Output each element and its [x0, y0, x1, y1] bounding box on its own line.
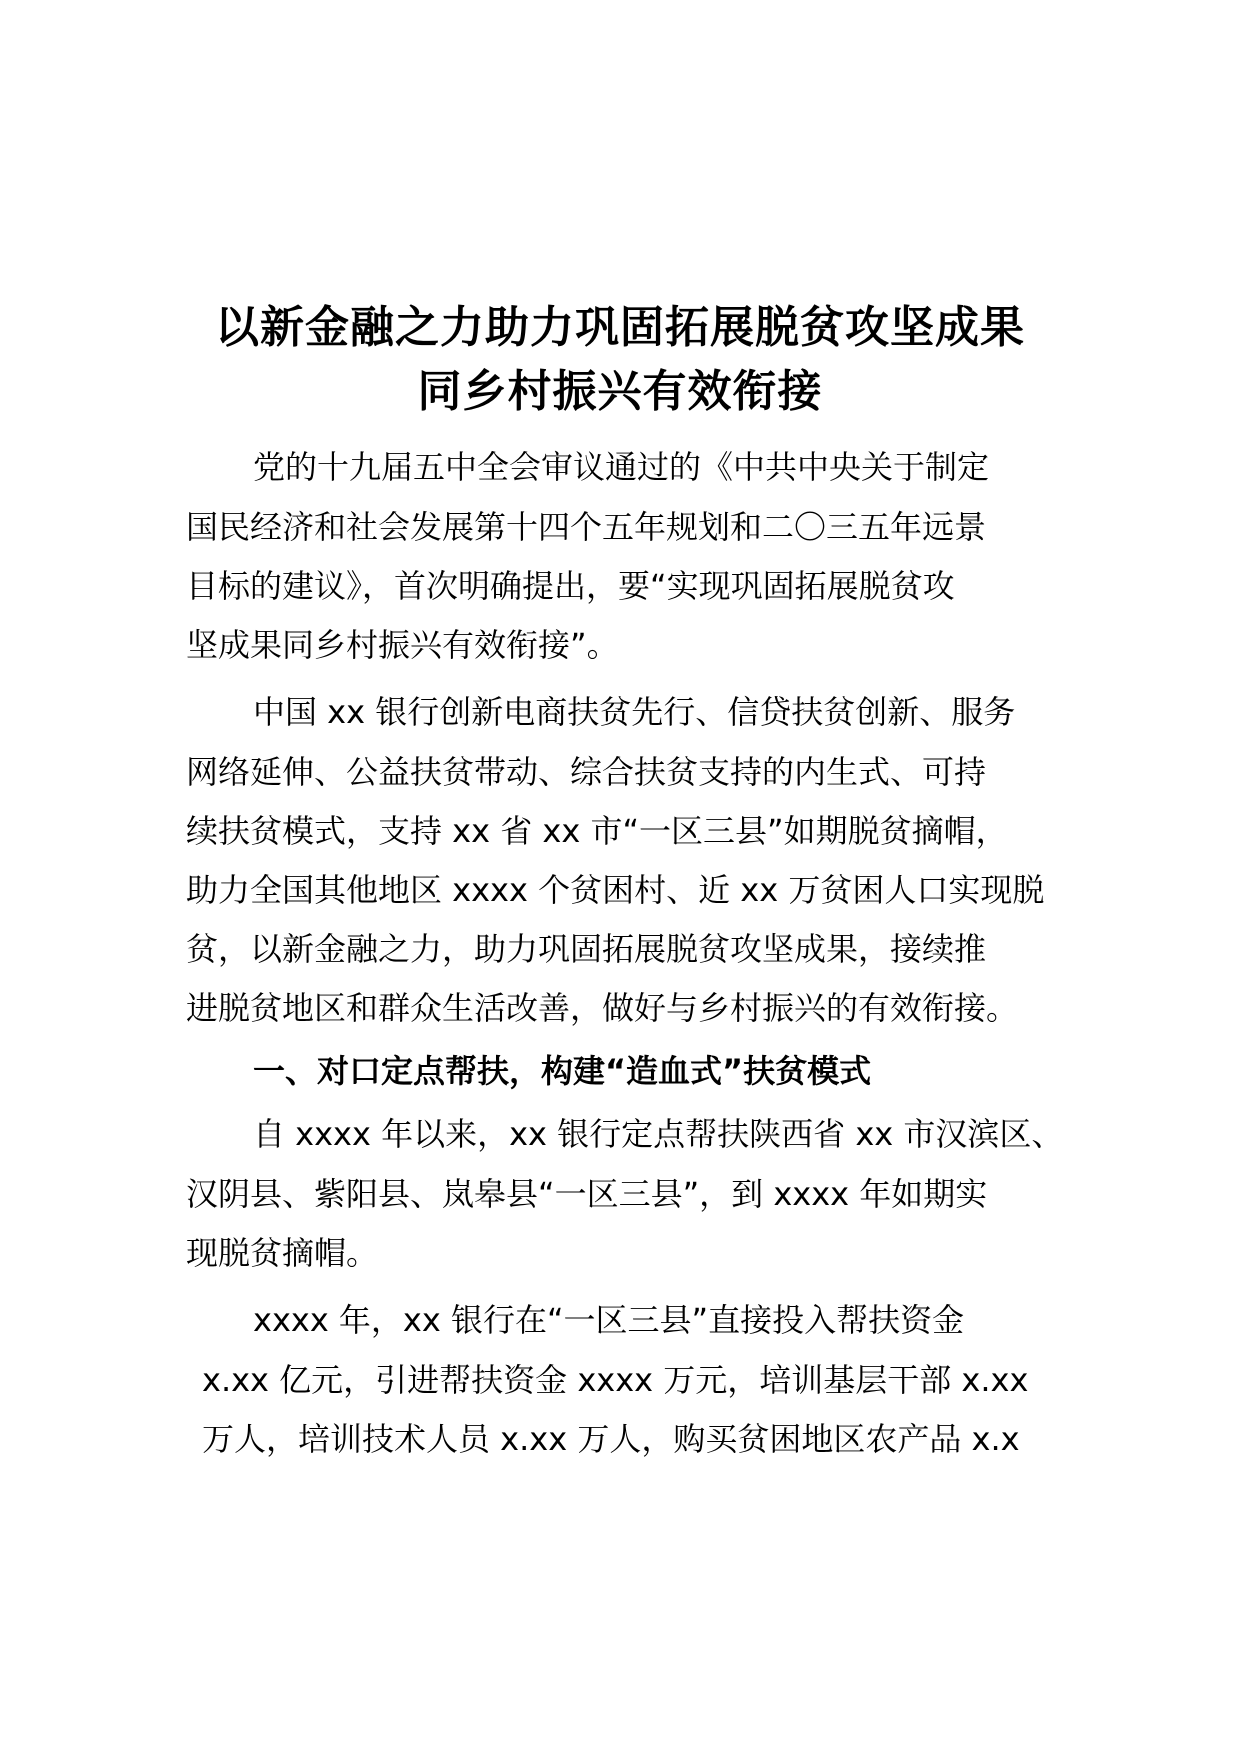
- section-heading-1: 一、对口定点帮扶，构建“造血式”扶贫模式: [253, 1052, 872, 1090]
- paragraph-4-line: x.xx 亿元，引进帮扶资金 xxxx 万元，培训基层干部 x.xx: [202, 1361, 1029, 1399]
- paragraph-1-line: 国民经济和社会发展第十四个五年规划和二〇三五年远景: [186, 508, 987, 546]
- paragraph-2-line: 助力全国其他地区 xxxx 个贫困村、近 xx 万贫困人口实现脱: [186, 871, 1045, 909]
- paragraph-4-line: 万人，培训技术人员 x.xx 万人，购买贫困地区农产品 x.x: [202, 1420, 1020, 1458]
- paragraph-4-line: xxxx 年，xx 银行在“一区三县”直接投入帮扶资金: [253, 1301, 965, 1339]
- paragraph-2-line: 续扶贫模式，支持 xx 省 xx 市“一区三县”如期脱贫摘帽，: [186, 812, 1008, 850]
- paragraph-3-line: 汉阴县、紫阳县、岚皋县“一区三县”，到 xxxx 年如期实: [186, 1175, 988, 1213]
- document-title-line-1: 以新金融之力助力巩固拓展脱贫攻坚成果: [215, 302, 1025, 353]
- paragraph-2-line: 进脱贫地区和群众生活改善，做好与乡村振兴的有效衔接。: [186, 989, 1019, 1027]
- paragraph-2-line: 网络延伸、公益扶贫带动、综合扶贫支持的内生式、可持: [186, 753, 987, 791]
- document-title-line-2: 同乡村振兴有效衔接: [417, 366, 823, 417]
- paragraph-1-line: 目标的建议》，首次明确提出，要“实现巩固拓展脱贫攻: [186, 567, 955, 605]
- paragraph-2-line: 中国 xx 银行创新电商扶贫先行、信贷扶贫创新、服务: [253, 693, 1016, 731]
- paragraph-1-line: 党的十九届五中全会审议通过的《中共中央关于制定: [253, 448, 990, 486]
- paragraph-2-line: 贫，以新金融之力，助力巩固拓展脱贫攻坚成果，接续推: [186, 930, 987, 968]
- paragraph-3-line: 自 xxxx 年以来，xx 银行定点帮扶陕西省 xx 市汉滨区、: [253, 1115, 1064, 1153]
- paragraph-3-line: 现脱贫摘帽。: [186, 1234, 379, 1272]
- paragraph-1-line: 坚成果同乡村振兴有效衔接”。: [186, 626, 619, 664]
